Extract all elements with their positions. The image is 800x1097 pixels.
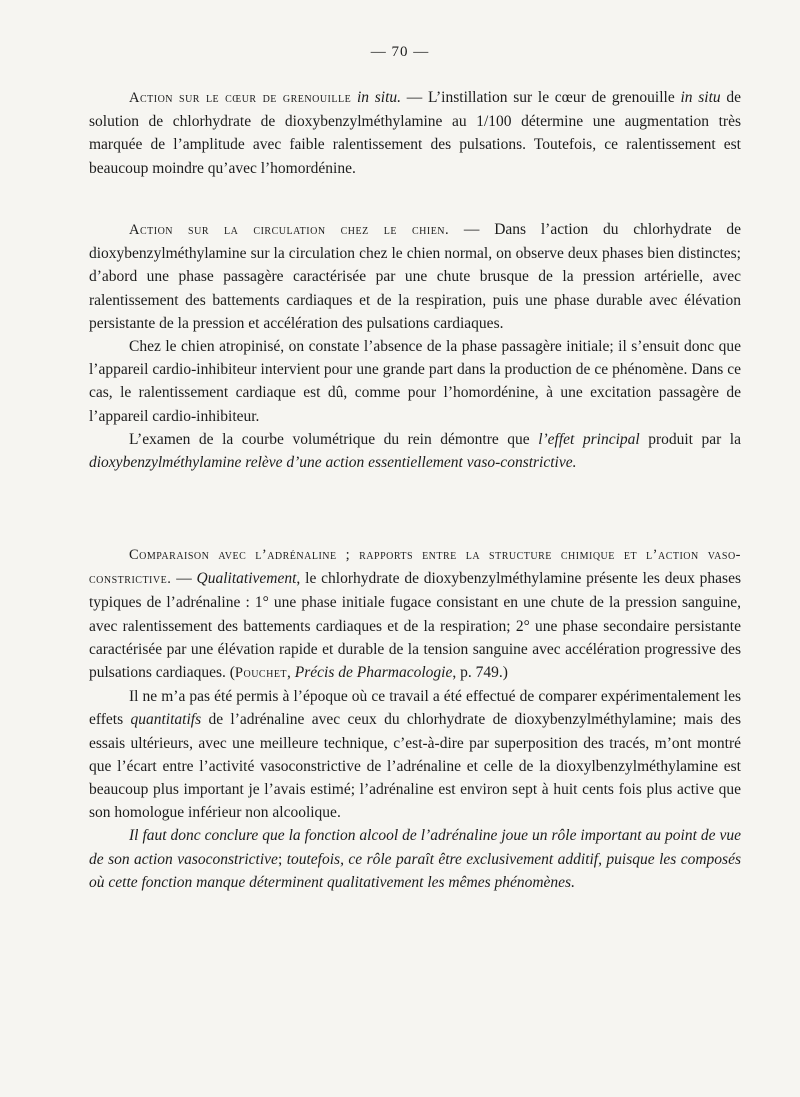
section-comparison-adrenaline [89,543,741,894]
paragraph [89,543,741,685]
section-heading: Action sur la circulation chez le chien. [129,222,450,238]
paragraph [89,218,741,335]
body-text: , [287,664,295,682]
paragraph [89,685,741,824]
italic-text: toutefois, ce rôle paraît être exclusivement additif, puisque les composés où cette fonction manque déterminent qualitativement les mêmes phénomènes. [89,850,741,891]
section-heading-italic: in situ. [356,89,401,106]
body-text: produit par la [639,430,741,448]
paragraph [89,86,741,180]
italic-text: in situ [680,89,721,106]
italic-text: quantitatifs [130,711,202,729]
section-heading: Action sur le cœur de grenouille [129,90,352,106]
body-text: de solution de chlorhydrate de dioxybenzylméthylamine au 1/100 détermine une augmentation très marquée de l’amplitude avec faible ralentissement des pulsations. Toutefois, ce ralentissement est beaucoup moindre qu’avec l’homordénine. [89,89,742,177]
italic-text: l’effet principal [538,430,640,448]
author-name: Pouchet [234,665,288,682]
body-text: L’instillation sur le cœur de grenouille [427,89,681,106]
paragraph [89,428,741,474]
body-text: , p. 749.) [452,664,508,682]
italic-text: Il faut donc conclure que la fonction alcool de l’adrénaline joue un rôle important au point de vue de son action vasoconstrictive [89,827,741,868]
section-heart-frog [89,86,741,180]
body-text: , le chlorhydrate de dioxybenzylméthylamine présente les deux phases typiques de l’adrénaline : 1° une phase initiale fugace consistant en une chute de la pression sanguine, avec ralentissement des battements cardiaques et de la respiration; 2° une phase secondaire persistante caractérisée par une élévation rapide et durable de la tension sanguine avec accélération progressive des pulsations cardiaques. ( [89,570,742,682]
body-text: Dans l’action du chlorhydrate de dioxybenzylméthylamine sur la circulation chez le chien normal, on observe deux phases bien distinctes; d’abord une phase passagère caractérisée par une chute brusque de la pression artérielle, avec ralentissement des battements cardiaques et de la respiration, puis une phase durable avec élévation persistante de la pression et accélération des pulsations cardiaques. [89,221,741,332]
heading-dash: — [171,570,197,588]
body-text: de l’adrénaline avec ceux du chlorhydrate de dioxybenzylméthylamine; mais des essais ultérieurs, avec une meilleure technique, c’est-à-dire par superposition des tracés, m’ont montré que l’écart entre l’activité vasoconstrictive de l’adrénaline et celle de la dioxylbenzylméthylamine est beaucoup plus important je l’avais estimé; l’adrénaline est environ sept à huit cents fois plus active que son homologue inférieur non alcoolique. [89,711,741,822]
paragraph [89,824,741,894]
section-circulation-dog [89,218,741,474]
heading-dash: — [401,89,428,106]
page-number: — 70 — [370,44,430,60]
italic-text: dioxybenzylméthylamine relève d’une action essentiellement vaso-constrictive. [89,454,577,472]
italic-text: Qualitativement [196,570,297,588]
paragraph: Chez le chien atropinisé, on constate l’absence de la phase passagère initiale; il s’ensuit donc que l’appareil cardio-inhibiteur intervient pour une grande part dans la production de ce phénomène. Dans ce cas, le ralentissement cardiaque est dû, comme pour l’homordénine, à une excitation passagère de l’appareil cardio-inhibiteur. [89,338,741,425]
body-text: ; [277,850,287,868]
heading-dash: — [449,221,495,238]
body-text: L’examen de la courbe volumétrique du rein démontre que [129,430,539,448]
citation-title: Précis de Pharmacologie [294,664,453,682]
body-text: Il ne m’a pas été permis à l’époque où ce travail a été effectué de comparer expérimentalement les effets [89,688,741,729]
section-heading: Comparaison avec l’adrénaline ; rapports entre la structure chimique et l’action vaso-constrictive. [89,547,741,588]
